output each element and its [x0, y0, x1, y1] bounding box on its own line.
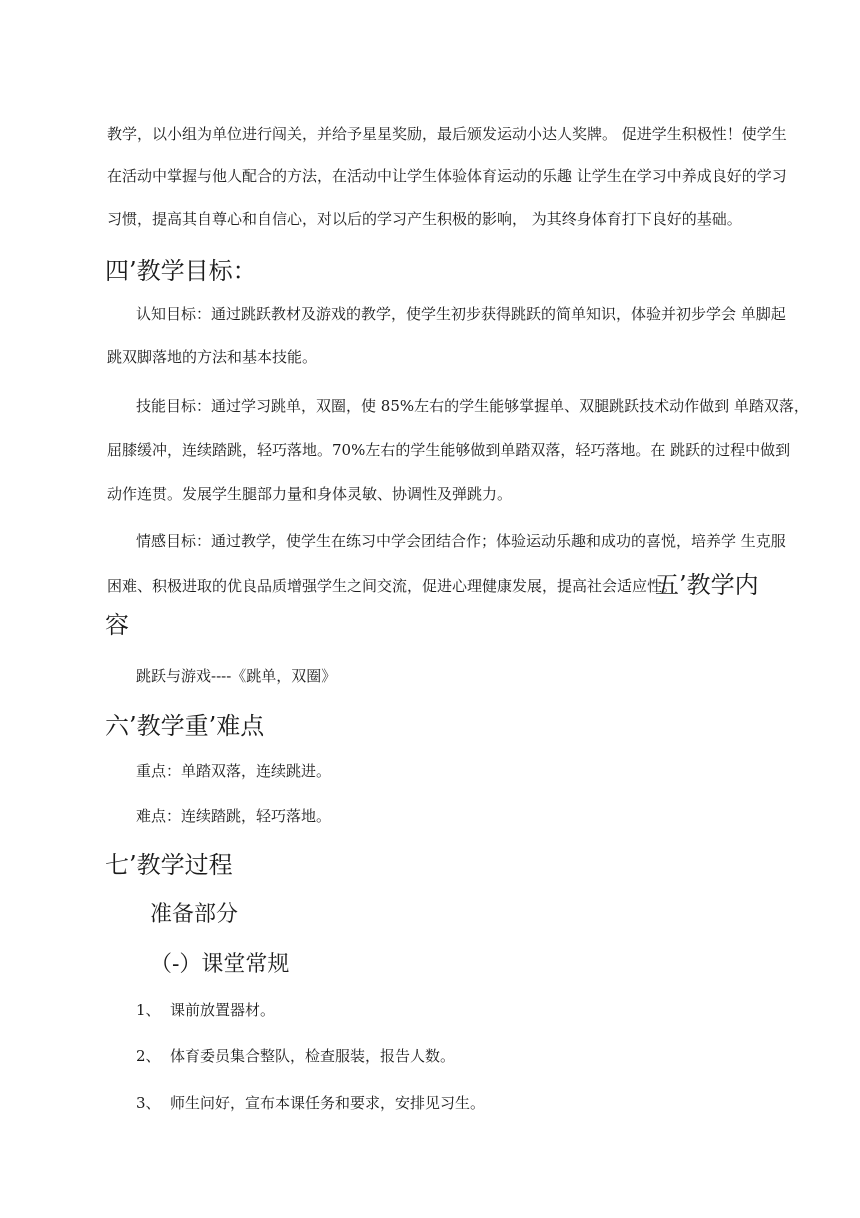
list-item-text: 体育委员集合整队，检查服装，报告人数。 [170, 1047, 456, 1065]
list-item-number: 1、 [136, 1001, 161, 1019]
teaching-content: 跳跃与游戏----《跳单，双圈》 [136, 667, 337, 685]
preparation-heading: 准备部分 [150, 902, 239, 927]
affective-goal-line-1: 情感目标：通过教学，使学生在练习中学会团结合作；体验运动乐趣和成功的喜悦，培养学 生克服 [136, 532, 786, 550]
intro-line-1: 教学，以小组为单位进行闯关，并给予星星奖励，最后颁发运动小达人奖牌。 促进学生积极性！使学生 [107, 125, 787, 143]
list-item-number: 3、 [136, 1094, 161, 1112]
class-routine-heading: （-）课堂常规 [150, 952, 290, 977]
intro-line-3: 习惯，提高其自尊心和自信心，对以后的学习产生积极的影响， 为其终身体育打下良好的基础。 [107, 210, 742, 228]
cognitive-goal-line-2: 跳双脚落地的方法和基本技能。 [107, 348, 318, 366]
difficulty-point: 难点：连续踏跳，轻巧落地。 [136, 807, 332, 825]
intro-line-2: 在活动中掌握与他人配合的方法，在活动中让学生体验体育运动的乐趣 让学生在学习中养成良好的学习 [107, 167, 787, 185]
affective-goal-line-2: 困难、积极进取的优良品质增强学生之间交流，促进心理健康发展，提高社会适应性。 [107, 577, 678, 595]
skill-goal-line-1: 技能目标：通过学习跳单，双圈，使 85%左右的学生能够掌握单、双腿跳跃技术动作做到 单踏双落， [136, 397, 809, 415]
skill-goal-line-3: 动作连贯。发展学生腿部力量和身体灵敏、协调性及弹跳力。 [107, 485, 513, 503]
list-item-text: 师生问好，宣布本课任务和要求，安排见习生。 [170, 1094, 486, 1112]
skill-goal-line-2: 屈膝缓冲，连续踏跳，轻巧落地。70%左右的学生能够做到单踏双落，轻巧落地。在 跳跃的过程中做到 [107, 441, 791, 459]
section-4-heading: 四’教学目标： [105, 257, 257, 285]
cognitive-goal-line-1: 认知目标：通过跳跃教材及游戏的教学，使学生初步获得跳跃的简单知识，体验并初步学会 单脚起 [136, 305, 786, 323]
section-5-heading-part-2: 容 [105, 611, 129, 639]
list-item-number: 2、 [136, 1047, 161, 1065]
list-item-text: 课前放置器材。 [170, 1001, 276, 1019]
section-6-heading: 六’教学重’难点 [105, 712, 265, 740]
section-5-heading-part-1: 五’教学内 [655, 571, 759, 599]
key-point: 重点：单踏双落，连续跳进。 [136, 762, 332, 780]
section-7-heading: 七’教学过程 [105, 851, 233, 879]
